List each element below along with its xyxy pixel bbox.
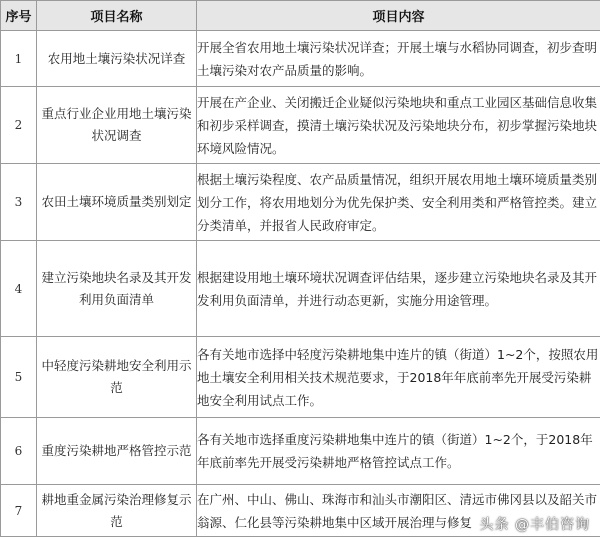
row-content: 在广州、中山、佛山、珠海市和汕头市潮阳区、清远市佛冈县以及韶关市翁源、仁化县等污染耕地集中区域开展治理与修复 — [197, 485, 600, 537]
table-row — [1, 418, 600, 485]
row-name: 重点行业企业用地土壤污染状况调查 — [37, 87, 197, 164]
row-content: 各有关地市选择重度污染耕地集中连片的镇（街道）1~2个，于2018年年底前率先开展受污染耕地严格管控试点工作。 — [197, 418, 600, 485]
row-num: 3 — [1, 164, 37, 241]
row-content: 根据建设用地土壤环境状况调查评估结果，逐步建立污染地块名录及其开发利用负面清单，并进行动态更新，实施分用途管理。 — [197, 241, 600, 337]
row-name: 重度污染耕地严格管控示范 — [37, 418, 197, 485]
row-num: 5 — [1, 337, 37, 418]
watermark-text: 头条 @丰伯咨询 — [480, 514, 590, 534]
row-name: 建立污染地块名录及其开发利用负面清单 — [37, 241, 197, 337]
row-content: 各有关地市选择中轻度污染耕地集中连片的镇（街道）1~2个，按照农用地土壤安全利用相关技术规范要求，于2018年年底前率先开展受污染耕地安全利用试点工作。 — [197, 337, 600, 418]
row-content: 开展在产企业、关闭搬迁企业疑似污染地块和重点工业园区基础信息收集和初步采样调查，摸清土壤污染状况及污染地块分布，初步掌握污染地块环境风险情况。 — [197, 87, 600, 164]
table-header-row — [1, 1, 600, 31]
table-row — [1, 31, 600, 87]
row-content: 根据土壤污染程度、农产品质量情况，组织开展农用地土壤环境质量类别划分工作，将农用地划分为优先保护类、安全利用类和严格管控类。建立分类清单，并报省人民政府审定。 — [197, 164, 600, 241]
row-name: 农田土壤环境质量类别划定 — [37, 164, 197, 241]
table-row — [1, 87, 600, 164]
row-num: 7 — [1, 485, 37, 537]
row-name: 中轻度污染耕地安全利用示范 — [37, 337, 197, 418]
header-num: 序号 — [1, 1, 37, 31]
row-name: 农用地土壤污染状况详查 — [37, 31, 197, 87]
table-row — [1, 241, 600, 337]
header-name: 项目名称 — [37, 1, 197, 31]
row-num: 1 — [1, 31, 37, 87]
row-content: 开展全省农用地土壤污染状况详查；开展土壤与水稻协同调查，初步查明土壤污染对农产品质量的影响。 — [197, 31, 600, 87]
table-row — [1, 337, 600, 418]
header-content: 项目内容 — [197, 1, 600, 31]
row-num: 2 — [1, 87, 37, 164]
row-num: 6 — [1, 418, 37, 485]
row-num: 4 — [1, 241, 37, 337]
row-name: 耕地重金属污染治理修复示范 — [37, 485, 197, 537]
table-row — [1, 164, 600, 241]
